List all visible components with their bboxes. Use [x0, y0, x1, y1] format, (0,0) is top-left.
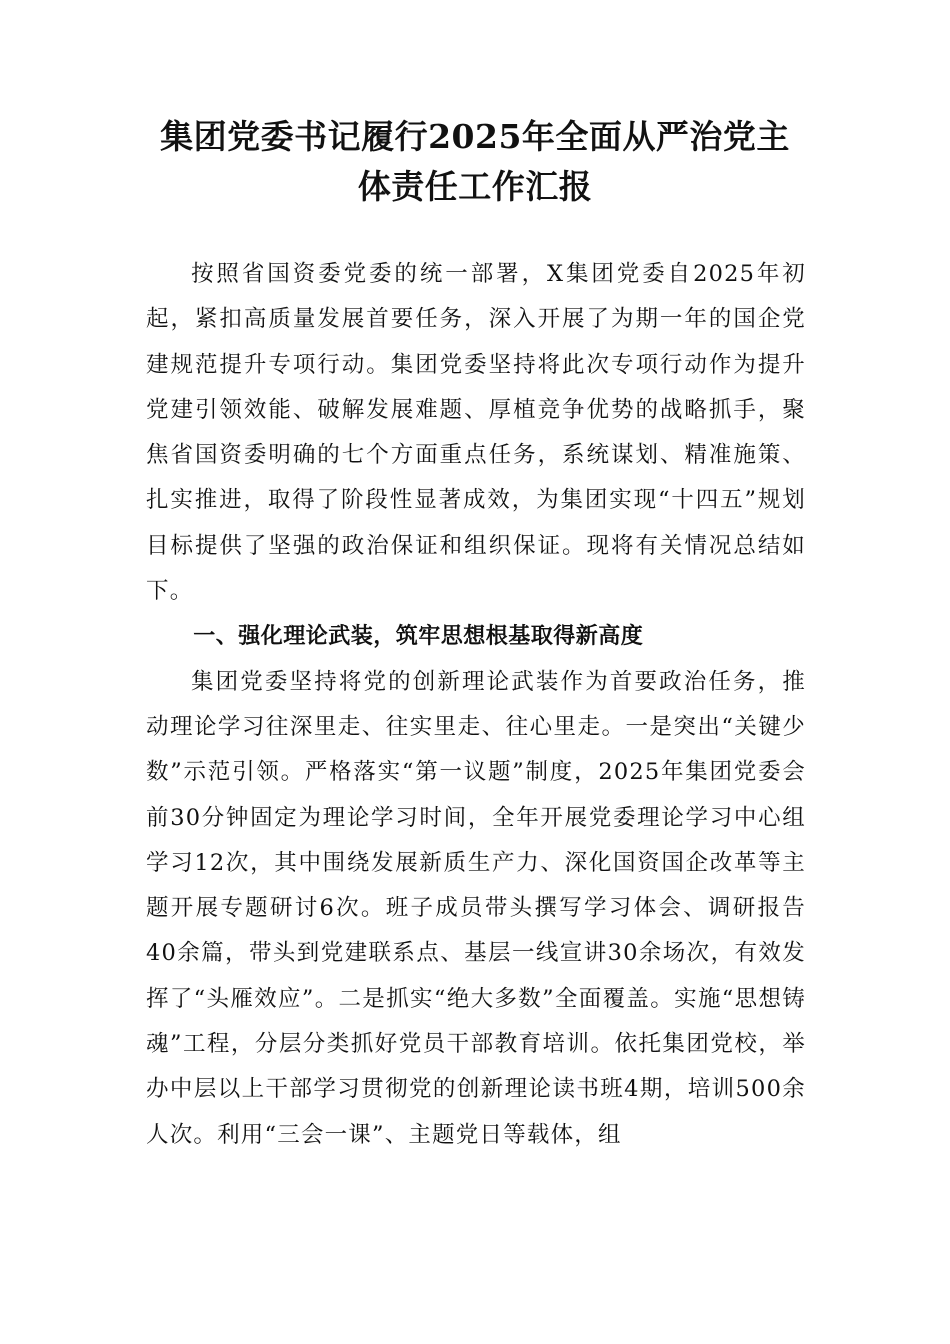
document-body	[146, 252, 806, 1158]
title-line-1: 集团党委书记履行2025年全面从严治党主	[160, 117, 790, 156]
section-1-paragraph: 集团党委坚持将党的创新理论武装作为首要政治任务，推动理论学习往深里走、往实里走、往心里走。一是突出“关键少数”示范引领。严格落实“第一议题”制度，2025年集团党委会前30分钟固定为理论学习时间，全年开展党委理论学习中心组学习12次，其中围绕发展新质生产力、深化国资国企改革等主题开展专题研讨6次。班子成员带头撰写学习体会、调研报告40余篇，带头到党建联系点、基层一线宣讲30余场次，有效发挥了“头雁效应”。二是抓实“绝大多数”全面覆盖。实施“思想铸魂”工程，分层分类抓好党员干部教育培训。依托集团党校，举办中层以上干部学习贯彻党的创新理论读书班4期，培训500余人次。利用“三会一课”、主题党日等载体，组	[146, 668, 806, 1148]
document-title	[140, 112, 810, 212]
intro-paragraph: 按照省国资委党委的统一部署，X集团党委自2025年初起，紧扣高质量发展首要任务，深入开展了为期一年的国企党建规范提升专项行动。集团党委坚持将此次专项行动作为提升党建引领效能、破解发展难题、厚植竞争优势的战略抓手，聚焦省国资委明确的七个方面重点任务，系统谋划、精准施策、扎实推进，取得了阶段性显著成效，为集团实现“十四五”规划目标提供了坚强的政治保证和组织保证。现将有关情况总结如下。	[146, 261, 806, 605]
title-line-2: 体责任工作汇报	[357, 167, 593, 206]
section-1-heading: 一、强化理论武装，筑牢思想根基取得新高度	[193, 624, 644, 650]
